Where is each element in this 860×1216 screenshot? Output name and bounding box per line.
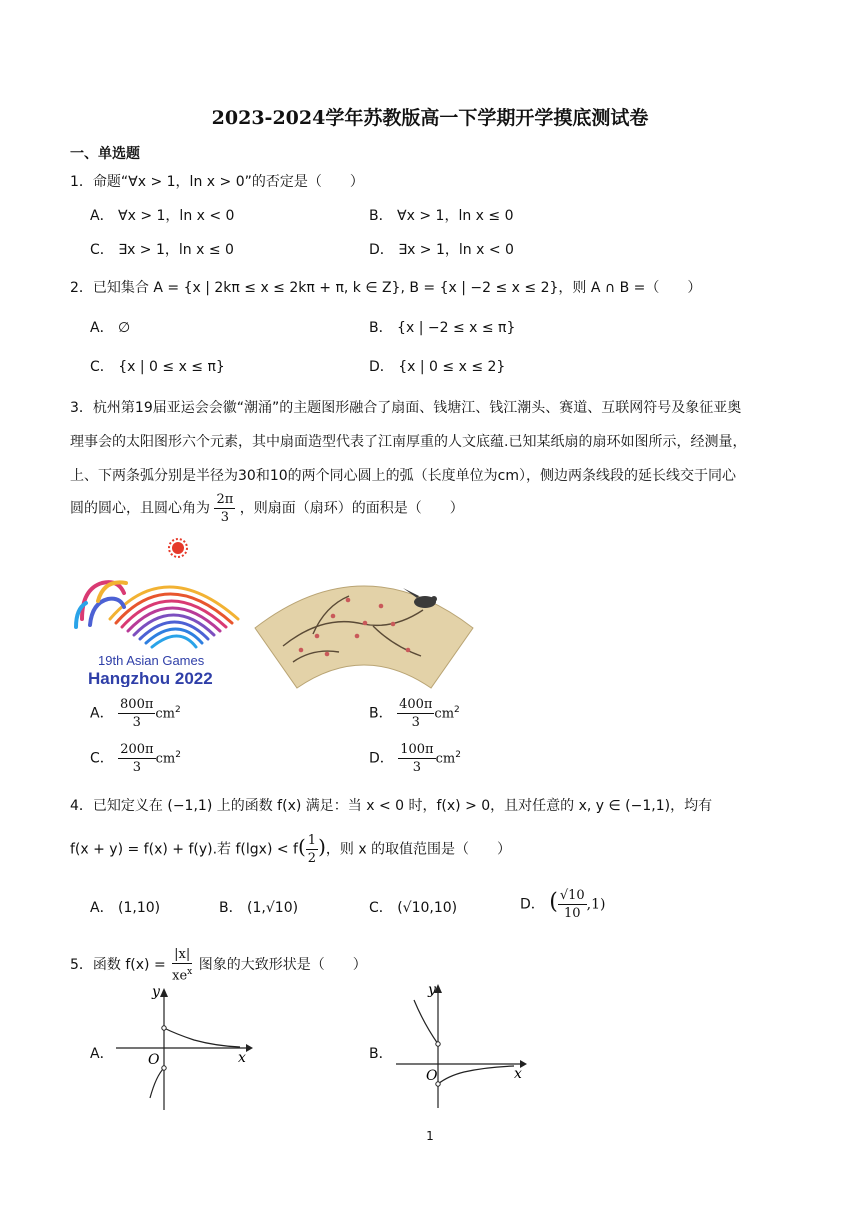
option-b-denominator: 3 [411,715,420,730]
question-5-option-b-graph[interactable] [392,980,537,1114]
function-denominator-base: xe [172,968,188,984]
option-b-numerator: 400π [399,697,433,712]
question-2-stem: 2．已知集合 A = {x | 2kπ ≤ x ≤ 2kπ + π, k ∈ Z}, B = {x | −2 ≤ x ≤ 2}，则 A ∩ B =（ ） [70,280,702,296]
question-4-option-d-tail: ,1) [586,896,606,913]
y-axis-arrow-icon [160,988,168,997]
graph-a-y-label: y [152,984,160,1000]
graph-b-origin-label: O [426,1068,438,1084]
question-3-option-a[interactable] [90,696,181,731]
question-4-option-b[interactable]: B． (1,√10) [219,900,299,916]
question-2-option-b[interactable]: B． {x | −2 ≤ x ≤ π} [369,320,516,336]
question-5-stem [70,946,367,984]
option-b-unit-exponent: 2 [454,704,460,715]
question-3-line-1: 3．杭州第19届亚运会会徽“潮涌”的主题图形融合了扇面、钱塘江、钱江潮头、赛道、互联网符号及象征亚奥 [70,400,742,416]
question-3-line-4-suffix: ，则扇面（扇环）的面积是（ ） [239,500,464,517]
question-1-option-b[interactable]: B． ∀x > 1，ln x ≤ 0 [369,208,514,224]
angle-denominator: 3 [220,510,229,525]
option-c-denominator: 3 [132,760,142,775]
option-d-denominator: 3 [412,760,422,775]
question-4-option-d-fraction [558,887,587,922]
question-3-option-d[interactable] [369,741,461,776]
question-5-stem-suffix: 图象的大致形状是（ ） [198,957,367,974]
question-2-option-a[interactable]: A． ∅ [90,320,131,336]
option-b-unit: cm [434,706,455,722]
one-half-fraction [306,832,318,867]
option-d-unit: cm [435,751,456,767]
option-b-fraction [397,696,434,731]
question-1-option-d[interactable]: D． ∃x > 1，ln x < 0 [369,242,514,258]
question-4-option-c[interactable]: C． (√10,10) [369,900,458,916]
option-a-numerator: 800π [120,697,154,712]
question-5-stem-prefix: 5．函数 f(x) = [70,957,166,974]
page-title: 2023-2024学年苏教版高一下学期开学摸底测试卷 [211,107,649,129]
question-4-option-d-label: D． [520,896,545,913]
function-denominator [170,964,194,984]
paper-fan-graphic [253,566,475,694]
option-b-label: B． [369,705,393,722]
option-d-label: D． [369,750,394,767]
graph-a-x-label: x [238,1050,246,1066]
function-denominator-exponent: x [187,967,193,977]
question-3-line-4 [70,491,464,526]
question-1-option-c[interactable]: C． ∃x > 1，ln x ≤ 0 [90,242,234,258]
option-a-fraction [118,696,155,731]
option-c-label: C． [90,750,114,767]
question-3-line-4-prefix: 圆的圆心，且圆心角为 [70,500,210,517]
question-2-option-d[interactable]: D． {x | 0 ≤ x ≤ 2} [369,359,506,375]
question-4-option-d-denominator: 10 [563,906,581,921]
function-fraction [170,946,194,984]
question-1-stem: 1．命题“∀x > 1，ln x > 0”的否定是（ ） [70,174,364,190]
angle-numerator: 2π [216,492,234,507]
question-4-line-2-suffix: ，则 x 的取值范围是（ ） [325,841,512,858]
x-axis-arrow-icon [246,1044,253,1052]
question-3-line-2: 理事会的太阳图形六个元素，其中扇面造型代表了江南厚重的人文底蕴.已知某纸扇的扇环如图所示，经测量， [70,434,747,450]
paper-fan-image [253,566,475,694]
question-3-option-c[interactable] [90,741,181,776]
option-d-unit-exponent: 2 [455,749,461,760]
central-angle-fraction [214,491,235,526]
option-a-unit-exponent: 2 [175,704,181,715]
question-5-option-b-label[interactable]: B． [369,1046,393,1062]
question-4-option-a[interactable]: A． (1,10) [90,900,161,916]
one-half-denominator: 2 [307,851,317,866]
question-1-option-a[interactable]: A． ∀x > 1，ln x < 0 [90,208,235,224]
sun-emblem-icon [169,539,187,557]
question-4-line-2: f(x + y) = f(x) + f(y).若 f(lgx) < f( $\frac{1}{2}$ )，则 x 的取值范围是（ ） [70,833,512,866]
question-4-option-d-numerator: √10 [559,888,585,903]
option-c-unit: cm [155,751,176,767]
section-heading: 一、单选题 [70,146,140,162]
graph-b-y-label: y [428,982,436,998]
question-4-option-d[interactable]: D． ( $\frac{√10}{10}$ ,1) [520,888,606,921]
function-numerator: |x| [174,947,191,962]
option-d-numerator: 100π [400,742,434,757]
option-a-label: A． [90,705,114,722]
option-d-fraction [398,741,435,776]
logo-text-line-1: 19th Asian Games [98,653,205,668]
asian-games-logo-graphic [70,537,245,687]
question-3-option-b[interactable] [369,696,460,731]
option-a-denominator: 3 [132,715,141,730]
question-2-option-c[interactable]: C． {x | 0 ≤ x ≤ π} [90,359,225,375]
graph-b-x-label: x [514,1066,522,1082]
asian-games-logo [70,537,245,687]
question-3-line-3: 上、下两条弧分别是半径为30和10的两个同心圆上的弧（长度单位为cm），侧边两条线段的延长线交于同心 [70,468,736,484]
question-5-option-a-graph[interactable] [112,984,257,1114]
option-c-fraction [118,741,155,776]
page-number: 1 [426,1129,434,1143]
graph-b [392,980,537,1114]
option-c-numerator: 200π [120,742,154,757]
question-4-line-2-prefix: f(x + y) = f(x) + f(y).若 f(lgx) < f [70,841,298,858]
option-a-unit: cm [155,706,175,722]
graph-a [112,984,257,1114]
logo-text-line-2: Hangzhou 2022 [88,669,213,687]
graph-a-origin-label: O [148,1052,160,1068]
one-half-numerator: 1 [307,833,317,848]
question-5-option-a-label[interactable]: A． [90,1046,114,1062]
option-c-unit-exponent: 2 [175,749,181,760]
question-4-line-1: 4．已知定义在 (−1,1) 上的函数 f(x) 满足：当 x < 0 时，f(x) > 0，且对任意的 x, y ∈ (−1,1)，均有 [70,798,713,814]
